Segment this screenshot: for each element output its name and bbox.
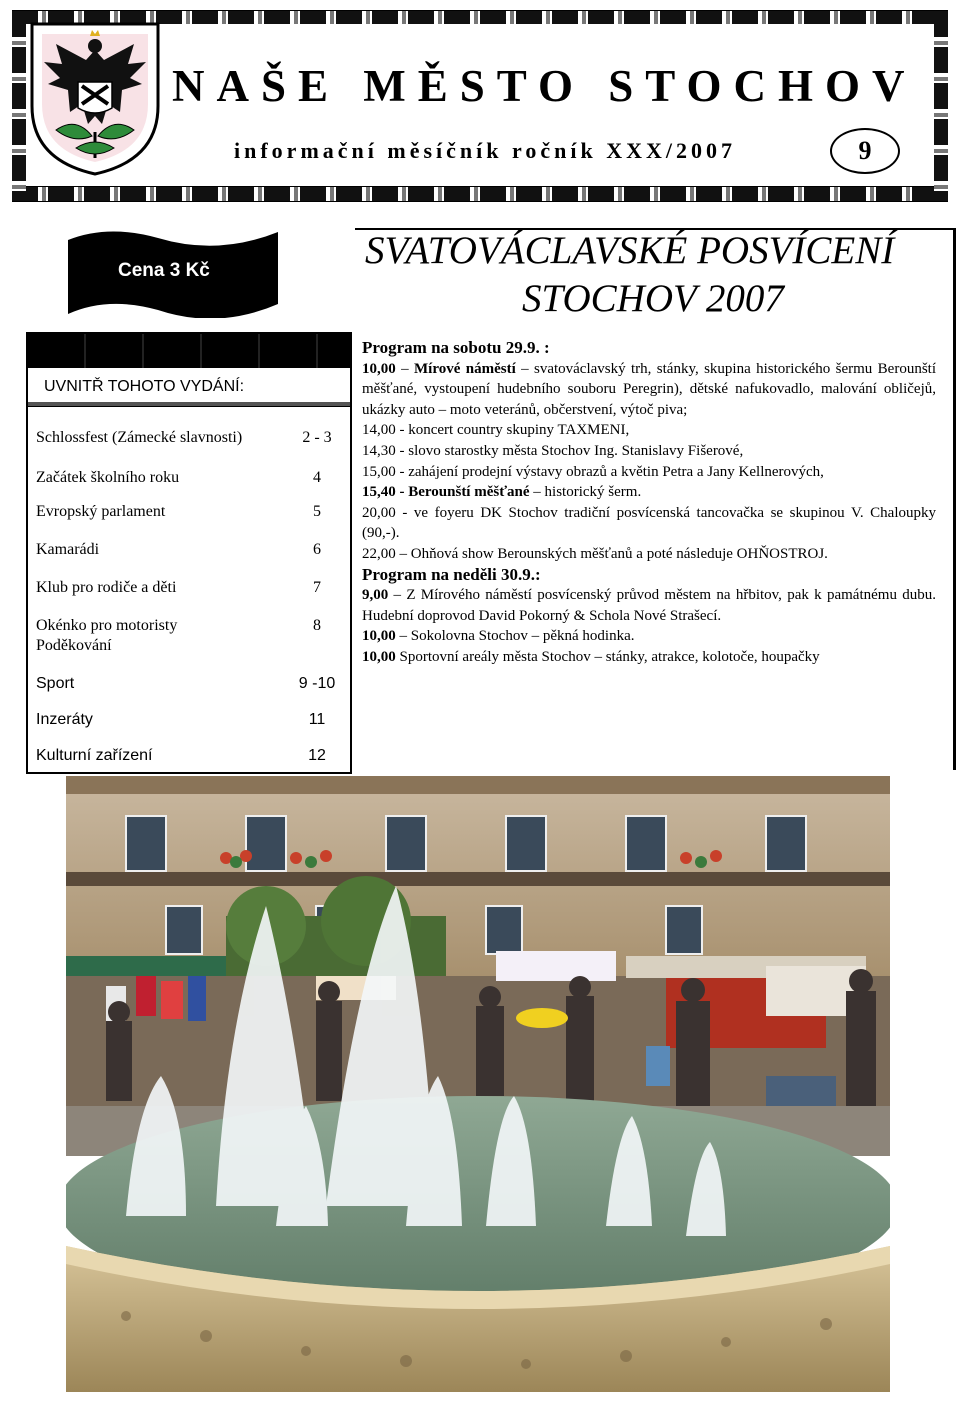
program-entry [362, 359, 936, 421]
program-entry [362, 647, 936, 668]
program-entry [362, 482, 936, 503]
entry-place: Mírové náměstí [414, 360, 516, 377]
toc-item-page: 6 [313, 541, 321, 558]
issue-number-badge: 9 [830, 128, 900, 174]
toc-item-label: Evropský parlament [36, 503, 166, 520]
program-entry: 20,00 - ve foyeru DK Stochov tradiční posvícenská tancovačka se skupinou V. Chaloupky (90,-). [362, 504, 936, 542]
program-entry: 14,00 - koncert country skupiny TAXMENI, [362, 422, 630, 439]
publication-title: NAŠE MĚSTO STOCHOV [172, 61, 917, 111]
toc-item-page: 12 [308, 747, 326, 764]
program-entry: 14,30 - slovo starostky města Stochov Ing. Stanislavy Fišerové, [362, 442, 744, 459]
toc-item-label: Klub pro rodiče a děti [36, 579, 177, 596]
entry-text: – Sokolovna Stochov – pěkná hodinka. [395, 628, 635, 645]
film-strip-border-left [12, 10, 26, 202]
toc-item-page: 11 [308, 711, 326, 728]
toc-item-page: 9 -10 [298, 675, 336, 692]
entry-time: 10,00 [362, 628, 396, 645]
entry-text: – Z Mírového náměstí posvícenský průvod městem na hřbitov, pak k památnému dubu. Hudební doprovod David Pokorný & Schola Nové Strašecí. [362, 587, 936, 624]
price-label: Cena 3 Kč [118, 260, 210, 281]
contents-heading: UVNITŘ TOHOTO VYDÁNÍ: [44, 378, 245, 395]
contents-box [26, 332, 352, 774]
film-strip-border-bottom [12, 186, 948, 202]
toc-item[interactable] [36, 540, 342, 560]
toc-item-label: Kamarádi [36, 541, 100, 558]
program-entry [362, 626, 936, 647]
town-crest-icon [26, 20, 164, 178]
toc-item-page: 7 [313, 579, 321, 596]
entry-time: 10,00 [362, 360, 396, 377]
toc-item[interactable] [36, 578, 342, 598]
article-body [362, 338, 936, 668]
toc-item-label: Sport [36, 675, 75, 692]
toc-item[interactable] [36, 746, 342, 766]
entry-text: – historický šerm. [529, 484, 642, 501]
toc-item-label: Schlossfest (Zámecké slavnosti) [36, 429, 243, 446]
program-entry: 15,00 - zahájení prodejní výstavy obrazů a květin Petra a Jany Kellnerových, [362, 463, 824, 480]
entry-text: Sportovní areály města Stochov – stánky, atrakce, kolotoče, houpačky [395, 648, 820, 665]
toc-item[interactable] [36, 616, 342, 656]
article-headline-year: STOCHOV 2007 [522, 277, 784, 320]
toc-item-label: Inzeráty [36, 711, 93, 728]
entry-time: 15,40 - Berounští měšťané [362, 484, 530, 501]
toc-item[interactable] [36, 428, 342, 448]
fountain-photo [66, 776, 890, 1392]
film-strip-border-right [934, 10, 948, 202]
publication-subtitle: informační měsíčník ročník XXX/2007 [234, 138, 736, 163]
toc-item-label: Začátek školního roku [36, 469, 180, 486]
program-entry [362, 585, 936, 626]
toc-item-page: 2 - 3 [302, 429, 332, 446]
toc-item[interactable] [36, 710, 342, 730]
toc-item-label: Kulturní zařízení [36, 747, 153, 764]
entry-time: 10,00 [362, 648, 396, 665]
program-entry: 22,00 – Ohňová show Berounských měšťanů a poté následuje OHŇOSTROJ. [362, 545, 828, 562]
contents-divider [28, 402, 350, 407]
toc-item[interactable] [36, 502, 342, 522]
saturday-program-heading: Program na sobotu 29.9. : [362, 338, 550, 357]
toc-item-page: 4 [313, 469, 321, 486]
toc-item[interactable] [36, 674, 342, 694]
toc-item-page: 5 [313, 503, 321, 520]
entry-dash: – [395, 360, 414, 377]
entry-time: 9,00 [362, 587, 389, 604]
toc-item-label: Okénko pro motoristy Poděkování [36, 617, 178, 654]
sunday-program-heading: Program na neděli 30.9.: [362, 564, 541, 584]
article-headline: SVATOVÁCLAVSKÉ POSVÍCENÍ [365, 229, 895, 272]
masthead [12, 10, 948, 200]
toc-item-page: 8 [313, 617, 321, 634]
entry-text: – svatováclavský trh, stánky, skupina historického šermu Berounští měšťané, vystoupení hudebního souboru Peregrin), dětské nafukovadlo, malování obličejů, ukázky auto – moto veteránů, občerstvení, výtoč piva; [362, 360, 937, 418]
toc-item[interactable] [36, 468, 342, 488]
contents-header-bar [28, 334, 350, 368]
